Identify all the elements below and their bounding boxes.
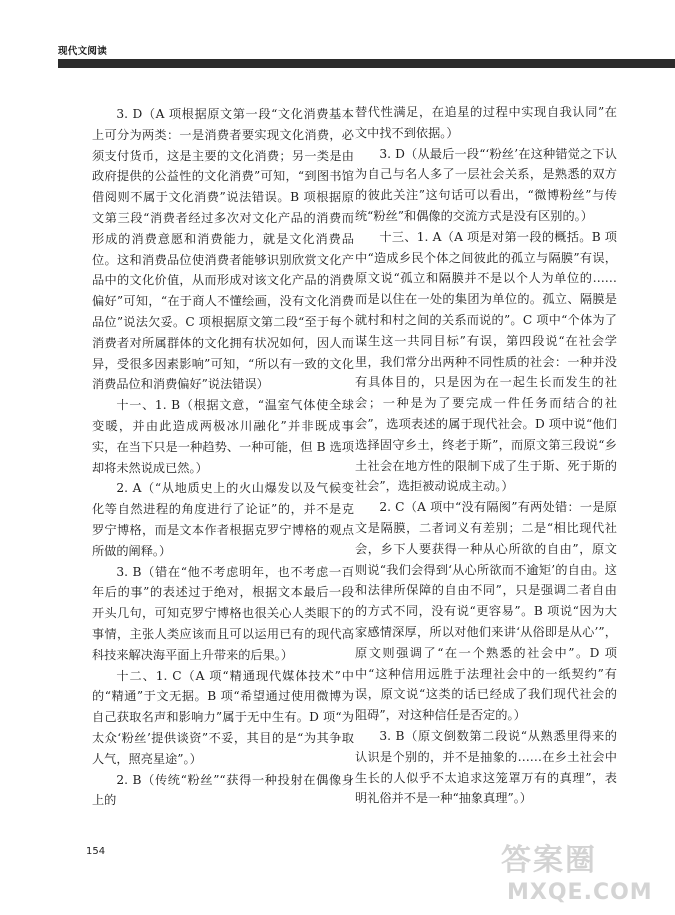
answer-paragraph: 十三、1. A（A 项是对第一段的概括。B 项中“造成乡民个体之间彼此的孤立与隔膜”有误，原文说“孤立和隔膜并不是以个人为单位的……而是以住在一处的集团为单位的。孤立、隔膜是就村和村之间的关系而说的”。C 项中“个体为了谋生这一共同目标”有误，第四段说“在社会学里，我们常分出两种不同性质的社会：一种并没有具体目的，只是因为在一起生长而发生的社会；一种是为了要完成一件任务而结合的社会”，选项表述的属于现代社会。D 项中说“他们选择固守乡土，终老于斯”，而原文第三段说“乡土社会在地方性的限制下成了生于斯、死于斯的社会”，选拒被动说成主动。）	[355, 229, 617, 494]
watermark	[501, 835, 661, 905]
answer-paragraph: 2. B（传统“粉丝”“获得一种投射在偶像身上的	[92, 772, 354, 808]
answer-paragraph: 十二、1. C（A 项“精通现代媒体技术”中的“精通”于文无据。B 项“希望通过使用微博为自己获取名声和影响力”属于无中生有。D 项“为太众‘粉丝’提供谈资”不妥，其目的是“为其争取人气，照亮星途”。）	[92, 668, 354, 766]
watermark-logo: 答案圈	[501, 843, 597, 878]
answer-paragraph: 3. D（A 项根据原文第一段“文化消费基本上可分为两类：一是消费者要实现文化消费，必须支付货币，这是主要的文化消费；另一类是由政府提供的公益性的文化消费”可知，“到图书馆借阅则不属于文化消费”说法错误。B 项根据原文第三段“消费者经过多次对文化产品的消费而形成的消费意愿和消费能力，就是文化消费品位。这和消费品位使消费者能够识别欣赏文化产品中的文化价值，从而形成对该文化产品的消费偏好”可知，“在于商人不懂绘画，没有文化消费品位”说法欠妥。C 项根据原文第二段“至于每个消费者对所属群体的文化拥有状况如何，因人而异，受很多因素影响”可知，“所以有一致的文化消费品位和消费偏好”说法错误）	[92, 107, 354, 392]
left-column	[92, 104, 354, 811]
answer-paragraph: 3. B（原文倒数第二段说“从熟悉里得来的认识是个别的，并不是抽象的……在乡土社会中生长的人似乎不太追求这笼罩万有的真理”，表明礼俗并不是一种“抽象真理”。）	[355, 728, 617, 806]
right-column	[355, 102, 617, 809]
watermark-url: MXQE.COM	[507, 880, 653, 905]
answer-paragraph: 2. A（“从地质史上的火山爆发以及气候变化等自然进程的角度进行了论证”的，并不是克罗宁博格，而是文本作者根据克罗宁博格的观点所做的阐释。）	[92, 481, 354, 558]
answer-paragraph: 3. D（从最后一段“‘粉丝’在这种错觉之下认为自己与名人多了一层社会关系，是熟悉的双方的彼此关注”这句话可以看出，“微博粉丝”与传统“粉丝”和偶像的交流方式是没有区别的。）	[355, 146, 617, 223]
answer-paragraph: 2. C（A 项中“没有隔阂”有两处错：一是原文是隔膜，二者词义有差别；二是“相比现代社会，乡下人要获得一种从心所欲的自由”，原文则说“我们会得到‘从心所欲而不逾矩’的自由。这和法律所保障的自由不同”，只是强调二者自由的方式不同，没有说“更容易”。B 项说“因为大家感情深厚，所以对他们来讲‘从俗即是从心’”，原文则强调了“在一个熟悉的社会中”。D 项中“这种信用远胜于法理社会中的一纸契约”有误，原文说“这类的话已经成了我们现代社会的阻碍”，对这种信任是否定的。）	[355, 500, 617, 723]
page-number: 154	[86, 846, 106, 857]
answer-paragraph: 十一、1. B（根据文意，“温室气体使全球变暖，并由此造成两极冰川融化”并非既成事实，在当下只是一种趋势、一种可能，但 B 选项却将未然说成已然。）	[92, 398, 354, 475]
answer-paragraph-continued: 替代性满足，在追星的过程中实现自我认同”在文中找不到依据。）	[355, 105, 617, 140]
answer-paragraph: 3. B（错在“他不考虑明年，也不考虑一百年后的事”的表述过于绝对，根据文本最后一段开头几句，可知克罗宁博格也很关心人类眼下的事情，主张人类应该而且可以运用已有的现代高科技来解决海平面上升带来的后果。）	[92, 564, 354, 662]
header-rule	[58, 59, 675, 68]
header-title: 现代文阅读	[58, 46, 108, 57]
